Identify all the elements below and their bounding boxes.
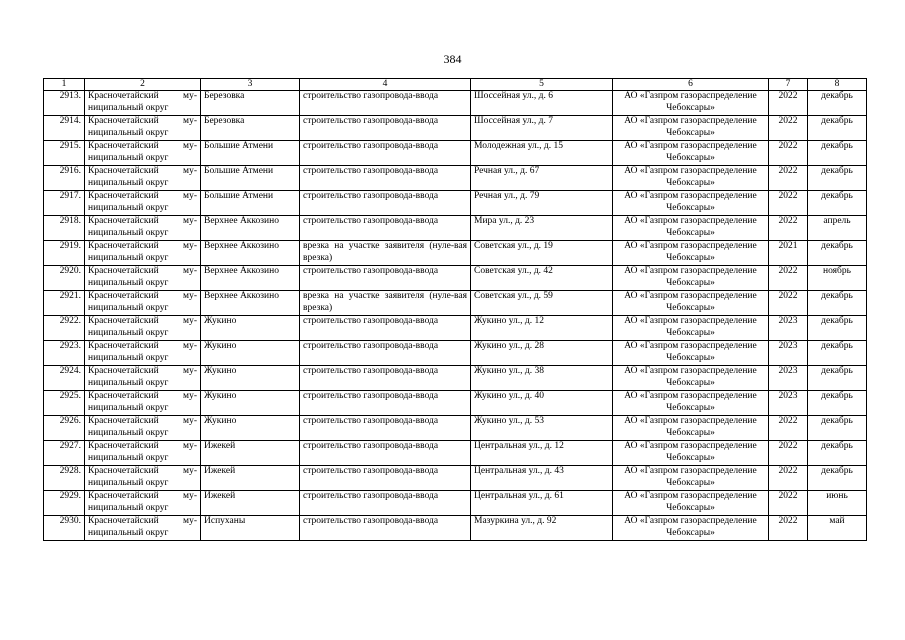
table-row xyxy=(44,216,867,241)
month-cell: декабрь xyxy=(808,116,867,141)
gas-connection-table xyxy=(43,78,867,541)
organization-cell: АО «Газпром газораспределение Чебоксары» xyxy=(613,316,769,341)
work-type-cell: строительство газопровода-ввода xyxy=(300,491,471,516)
month-cell: декабрь xyxy=(808,341,867,366)
row-number: 2917. xyxy=(44,191,85,216)
column-header: 5 xyxy=(471,79,613,91)
year-cell: 2022 xyxy=(769,291,808,316)
year-cell: 2022 xyxy=(769,416,808,441)
address-cell: Советская ул., д. 59 xyxy=(471,291,613,316)
work-type-cell: строительство газопровода-ввода xyxy=(300,366,471,391)
month-cell: декабрь xyxy=(808,441,867,466)
work-type-cell: строительство газопровода-ввода xyxy=(300,341,471,366)
district-cell: Красночетайский му-ниципальный округ xyxy=(85,441,201,466)
column-header: 3 xyxy=(201,79,300,91)
work-type-cell: строительство газопровода-ввода xyxy=(300,216,471,241)
row-number: 2922. xyxy=(44,316,85,341)
table-row xyxy=(44,91,867,116)
district-cell: Красночетайский му-ниципальный округ xyxy=(85,266,201,291)
settlement-cell: Испуханы xyxy=(201,516,300,541)
settlement-cell: Ижекей xyxy=(201,441,300,466)
address-cell: Жукино ул., д. 28 xyxy=(471,341,613,366)
settlement-cell: Верхнее Аккозино xyxy=(201,241,300,266)
month-cell: декабрь xyxy=(808,241,867,266)
organization-cell: АО «Газпром газораспределение Чебоксары» xyxy=(613,191,769,216)
organization-cell: АО «Газпром газораспределение Чебоксары» xyxy=(613,116,769,141)
address-cell: Центральная ул., д. 43 xyxy=(471,466,613,491)
table-row xyxy=(44,416,867,441)
district-cell: Красночетайский му-ниципальный округ xyxy=(85,191,201,216)
row-number: 2924. xyxy=(44,366,85,391)
table-row xyxy=(44,441,867,466)
work-type-cell: строительство газопровода-ввода xyxy=(300,141,471,166)
month-cell: июнь xyxy=(808,491,867,516)
address-cell: Шоссейная ул., д. 7 xyxy=(471,116,613,141)
district-cell: Красночетайский му-ниципальный округ xyxy=(85,241,201,266)
year-cell: 2023 xyxy=(769,341,808,366)
address-cell: Центральная ул., д. 61 xyxy=(471,491,613,516)
settlement-cell: Большие Атмени xyxy=(201,141,300,166)
month-cell: ноябрь xyxy=(808,266,867,291)
organization-cell: АО «Газпром газораспределение Чебоксары» xyxy=(613,241,769,266)
month-cell: декабрь xyxy=(808,366,867,391)
work-type-cell: строительство газопровода-ввода xyxy=(300,516,471,541)
month-cell: апрель xyxy=(808,216,867,241)
address-cell: Жукино ул., д. 53 xyxy=(471,416,613,441)
organization-cell: АО «Газпром газораспределение Чебоксары» xyxy=(613,266,769,291)
row-number: 2930. xyxy=(44,516,85,541)
table-row xyxy=(44,466,867,491)
year-cell: 2022 xyxy=(769,191,808,216)
table-row xyxy=(44,341,867,366)
month-cell: декабрь xyxy=(808,291,867,316)
district-cell: Красночетайский му-ниципальный округ xyxy=(85,391,201,416)
month-cell: декабрь xyxy=(808,141,867,166)
address-cell: Советская ул., д. 42 xyxy=(471,266,613,291)
settlement-cell: Березовка xyxy=(201,116,300,141)
year-cell: 2022 xyxy=(769,441,808,466)
settlement-cell: Жукино xyxy=(201,391,300,416)
row-number: 2918. xyxy=(44,216,85,241)
column-number-row xyxy=(44,79,867,91)
settlement-cell: Большие Атмени xyxy=(201,191,300,216)
work-type-cell: строительство газопровода-ввода xyxy=(300,466,471,491)
district-cell: Красночетайский му-ниципальный округ xyxy=(85,516,201,541)
work-type-cell: врезка на участке заявителя (нуле-вая врезка) xyxy=(300,291,471,316)
row-number: 2914. xyxy=(44,116,85,141)
work-type-cell: строительство газопровода-ввода xyxy=(300,191,471,216)
address-cell: Жукино ул., д. 12 xyxy=(471,316,613,341)
row-number: 2929. xyxy=(44,491,85,516)
organization-cell: АО «Газпром газораспределение Чебоксары» xyxy=(613,391,769,416)
table-row xyxy=(44,191,867,216)
table-row xyxy=(44,366,867,391)
month-cell: декабрь xyxy=(808,166,867,191)
district-cell: Красночетайский му-ниципальный округ xyxy=(85,291,201,316)
table-row xyxy=(44,316,867,341)
organization-cell: АО «Газпром газораспределение Чебоксары» xyxy=(613,291,769,316)
address-cell: Шоссейная ул., д. 6 xyxy=(471,91,613,116)
year-cell: 2023 xyxy=(769,391,808,416)
organization-cell: АО «Газпром газораспределение Чебоксары» xyxy=(613,441,769,466)
column-header: 7 xyxy=(769,79,808,91)
district-cell: Красночетайский му-ниципальный округ xyxy=(85,491,201,516)
address-cell: Жукино ул., д. 38 xyxy=(471,366,613,391)
year-cell: 2022 xyxy=(769,216,808,241)
address-cell: Речная ул., д. 67 xyxy=(471,166,613,191)
row-number: 2923. xyxy=(44,341,85,366)
table-row xyxy=(44,266,867,291)
district-cell: Красночетайский му-ниципальный округ xyxy=(85,466,201,491)
row-number: 2916. xyxy=(44,166,85,191)
settlement-cell: Жукино xyxy=(201,416,300,441)
table-row xyxy=(44,391,867,416)
settlement-cell: Жукино xyxy=(201,316,300,341)
year-cell: 2023 xyxy=(769,316,808,341)
address-cell: Центральная ул., д. 12 xyxy=(471,441,613,466)
month-cell: май xyxy=(808,516,867,541)
month-cell: декабрь xyxy=(808,191,867,216)
work-type-cell: врезка на участке заявителя (нуле-вая врезка) xyxy=(300,241,471,266)
organization-cell: АО «Газпром газораспределение Чебоксары» xyxy=(613,491,769,516)
row-number: 2919. xyxy=(44,241,85,266)
row-number: 2927. xyxy=(44,441,85,466)
settlement-cell: Верхнее Аккозино xyxy=(201,291,300,316)
row-number: 2915. xyxy=(44,141,85,166)
organization-cell: АО «Газпром газораспределение Чебоксары» xyxy=(613,516,769,541)
row-number: 2913. xyxy=(44,91,85,116)
table-row xyxy=(44,516,867,541)
district-cell: Красночетайский му-ниципальный округ xyxy=(85,141,201,166)
settlement-cell: Большие Атмени xyxy=(201,166,300,191)
row-number: 2925. xyxy=(44,391,85,416)
month-cell: декабрь xyxy=(808,316,867,341)
settlement-cell: Верхнее Аккозино xyxy=(201,216,300,241)
row-number: 2921. xyxy=(44,291,85,316)
table-row xyxy=(44,116,867,141)
district-cell: Красночетайский му-ниципальный округ xyxy=(85,216,201,241)
month-cell: декабрь xyxy=(808,391,867,416)
work-type-cell: строительство газопровода-ввода xyxy=(300,391,471,416)
year-cell: 2022 xyxy=(769,266,808,291)
address-cell: Мазуркина ул., д. 92 xyxy=(471,516,613,541)
column-header: 1 xyxy=(44,79,85,91)
year-cell: 2022 xyxy=(769,491,808,516)
column-header: 4 xyxy=(300,79,471,91)
organization-cell: АО «Газпром газораспределение Чебоксары» xyxy=(613,166,769,191)
year-cell: 2023 xyxy=(769,366,808,391)
year-cell: 2022 xyxy=(769,166,808,191)
year-cell: 2021 xyxy=(769,241,808,266)
district-cell: Красночетайский му-ниципальный округ xyxy=(85,116,201,141)
address-cell: Речная ул., д. 79 xyxy=(471,191,613,216)
table-row xyxy=(44,291,867,316)
table-body xyxy=(44,91,867,541)
year-cell: 2022 xyxy=(769,466,808,491)
settlement-cell: Верхнее Аккозино xyxy=(201,266,300,291)
organization-cell: АО «Газпром газораспределение Чебоксары» xyxy=(613,91,769,116)
address-cell: Молодежная ул., д. 15 xyxy=(471,141,613,166)
work-type-cell: строительство газопровода-ввода xyxy=(300,166,471,191)
organization-cell: АО «Газпром газораспределение Чебоксары» xyxy=(613,366,769,391)
organization-cell: АО «Газпром газораспределение Чебоксары» xyxy=(613,416,769,441)
work-type-cell: строительство газопровода-ввода xyxy=(300,441,471,466)
organization-cell: АО «Газпром газораспределение Чебоксары» xyxy=(613,341,769,366)
table-row xyxy=(44,166,867,191)
work-type-cell: строительство газопровода-ввода xyxy=(300,116,471,141)
table-row xyxy=(44,491,867,516)
row-number: 2920. xyxy=(44,266,85,291)
address-cell: Жукино ул., д. 40 xyxy=(471,391,613,416)
year-cell: 2022 xyxy=(769,516,808,541)
district-cell: Красночетайский му-ниципальный округ xyxy=(85,341,201,366)
district-cell: Красночетайский му-ниципальный округ xyxy=(85,91,201,116)
settlement-cell: Ижекей xyxy=(201,466,300,491)
district-cell: Красночетайский му-ниципальный округ xyxy=(85,416,201,441)
year-cell: 2022 xyxy=(769,91,808,116)
organization-cell: АО «Газпром газораспределение Чебоксары» xyxy=(613,141,769,166)
organization-cell: АО «Газпром газораспределение Чебоксары» xyxy=(613,216,769,241)
work-type-cell: строительство газопровода-ввода xyxy=(300,416,471,441)
page-number: 384 xyxy=(443,52,462,66)
work-type-cell: строительство газопровода-ввода xyxy=(300,91,471,116)
row-number: 2926. xyxy=(44,416,85,441)
year-cell: 2022 xyxy=(769,141,808,166)
district-cell: Красночетайский му-ниципальный округ xyxy=(85,366,201,391)
settlement-cell: Ижекей xyxy=(201,491,300,516)
organization-cell: АО «Газпром газораспределение Чебоксары» xyxy=(613,466,769,491)
column-header: 6 xyxy=(613,79,769,91)
month-cell: декабрь xyxy=(808,91,867,116)
year-cell: 2022 xyxy=(769,116,808,141)
column-header: 8 xyxy=(808,79,867,91)
month-cell: декабрь xyxy=(808,466,867,491)
address-cell: Мира ул., д. 23 xyxy=(471,216,613,241)
district-cell: Красночетайский му-ниципальный округ xyxy=(85,166,201,191)
table-row xyxy=(44,241,867,266)
month-cell: декабрь xyxy=(808,416,867,441)
district-cell: Красночетайский му-ниципальный округ xyxy=(85,316,201,341)
settlement-cell: Жукино xyxy=(201,366,300,391)
row-number: 2928. xyxy=(44,466,85,491)
address-cell: Советская ул., д. 19 xyxy=(471,241,613,266)
settlement-cell: Березовка xyxy=(201,91,300,116)
settlement-cell: Жукино xyxy=(201,341,300,366)
column-header: 2 xyxy=(85,79,201,91)
work-type-cell: строительство газопровода-ввода xyxy=(300,266,471,291)
table-row xyxy=(44,141,867,166)
work-type-cell: строительство газопровода-ввода xyxy=(300,316,471,341)
